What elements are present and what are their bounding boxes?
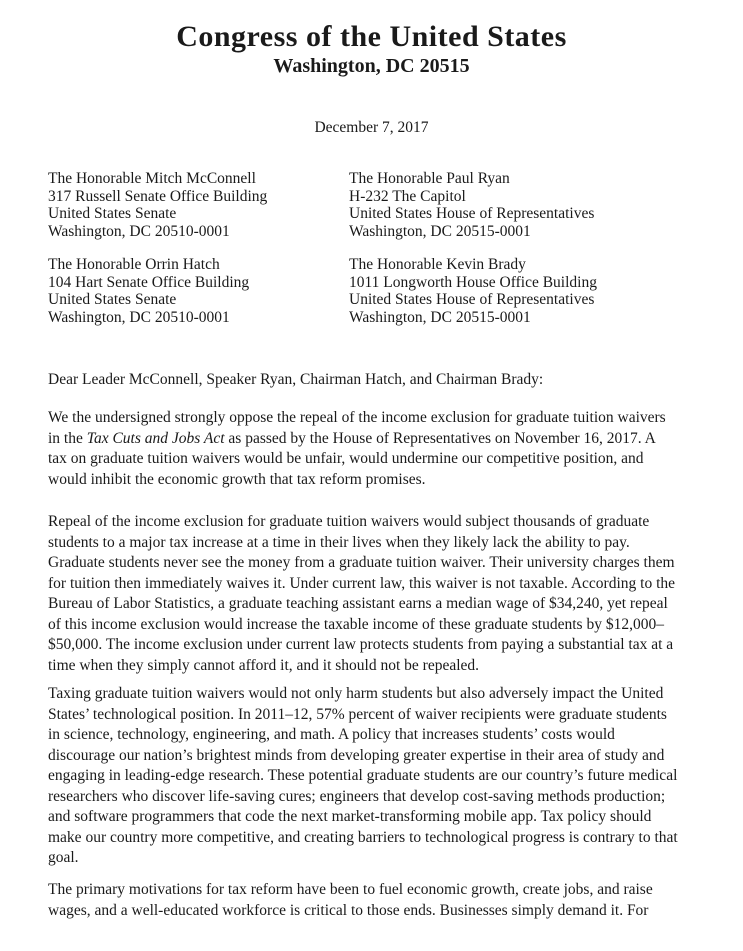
address-line: 317 Russell Senate Office Building xyxy=(48,187,268,205)
paragraph-line: $50,000. The income exclusion under current law protects students from paying a substantial tax at a xyxy=(48,636,674,653)
paragraph-line: time when they simply cannot afford it, and it should not be repealed. xyxy=(48,656,480,674)
address-line: United States Senate xyxy=(48,205,177,222)
paragraph-line: goal. xyxy=(48,849,79,866)
address-line: The Honorable Orrin Hatch xyxy=(48,256,220,273)
paragraph-line xyxy=(48,429,728,450)
text-run: in the xyxy=(48,429,87,447)
letterhead-title: Congress of the United States xyxy=(176,20,567,53)
address-line: United States House of Representatives xyxy=(349,291,595,308)
paragraph-line: Taxing graduate tuition waivers would not only harm students but also adversely impact the United xyxy=(48,685,664,702)
paragraph-line: and software programmers that code the next market-transforming mobile app. Tax policy should xyxy=(48,808,652,825)
address-line: Washington, DC 20515-0001 xyxy=(349,222,531,240)
paragraph-3 xyxy=(48,684,728,869)
paragraph-line: tax on graduate tuition waivers would be unfair, would undermine our competitive position, and xyxy=(48,450,644,467)
address-line: United States House of Representatives xyxy=(349,205,595,222)
salutation: Dear Leader McConnell, Speaker Ryan, Chairman Hatch, and Chairman Brady: xyxy=(48,371,544,388)
address-line: 1011 Longworth House Office Building xyxy=(349,273,597,291)
paragraph-line: States’ technological position. In 2011–12, 57% percent of waiver recipients were graduate students xyxy=(48,705,667,723)
paragraph-line: The primary motivations for tax reform have been to fuel economic growth, create jobs, and raise xyxy=(48,881,653,898)
paragraph-line: We the undersigned strongly oppose the repeal of the income exclusion for graduate tuition waivers xyxy=(48,409,666,426)
paragraph-line: researchers who discover life-saving cures; engineers that develop cost-saving methods production; xyxy=(48,787,666,805)
text-run: as passed by the House of Representatives on November 16, 2017. A xyxy=(224,429,656,447)
address-line: United States Senate xyxy=(48,291,177,308)
address-line: Washington, DC 20515-0001 xyxy=(349,308,531,326)
recipient-address-mcconnell xyxy=(48,170,267,240)
paragraph-1 xyxy=(48,408,728,490)
paragraph-line: would inhibit the economic growth that tax reform promises. xyxy=(48,470,426,488)
paragraph-line: for tuition then immediately waives it. Under current law, this waiver is not taxable. According to the xyxy=(48,574,676,592)
address-line: Washington, DC 20510-0001 xyxy=(48,222,230,240)
recipient-address-brady xyxy=(349,256,597,326)
address-line: Washington, DC 20510-0001 xyxy=(48,308,230,326)
address-line: 104 Hart Senate Office Building xyxy=(48,273,250,291)
paragraph-line: in science, technology, engineering, and math. A policy that increases students’ costs would xyxy=(48,726,615,743)
paragraph-line: of this income exclusion would increase the taxable income of these graduate students by $12,000– xyxy=(48,615,664,633)
paragraph-line: Graduate students never see the money from a graduate tuition waiver. Their university charges them xyxy=(48,554,675,571)
paragraph-2 xyxy=(48,512,728,676)
paragraph-line: make our country more competitive, and creating barriers to technological progress is contrary to that xyxy=(48,828,678,846)
address-line: H-232 The Capitol xyxy=(349,187,466,205)
paragraph-line: Bureau of Labor Statistics, a graduate teaching assistant earns a median wage of $34,240, yet repeal xyxy=(48,595,668,612)
paragraph-4 xyxy=(48,880,728,921)
paragraph-line: students to a major tax increase at a time in their lives when they likely lack the ability to pay. xyxy=(48,533,630,551)
paragraph-line: engaging in leading-edge research. These potential graduate students are our country’s future medical xyxy=(48,767,678,784)
address-line: The Honorable Mitch McConnell xyxy=(48,170,256,187)
recipient-address-ryan xyxy=(349,170,594,240)
recipient-address-hatch xyxy=(48,256,249,326)
letter-date: December 7, 2017 xyxy=(314,119,429,136)
paragraph-line: wages, and a well-educated workforce is critical to those ends. Businesses simply demand it. For xyxy=(48,901,649,919)
act-title: Tax Cuts and Jobs Act xyxy=(86,429,225,447)
letterhead-address: Washington, DC 20515 xyxy=(273,55,470,77)
address-line: The Honorable Paul Ryan xyxy=(349,170,510,187)
address-line: The Honorable Kevin Brady xyxy=(349,256,526,273)
paragraph-line: discourage our nation’s brightest minds from developing greater expertise in their area of study and xyxy=(48,746,665,764)
paragraph-line: Repeal of the income exclusion for graduate tuition waivers would subject thousands of graduate xyxy=(48,513,650,530)
